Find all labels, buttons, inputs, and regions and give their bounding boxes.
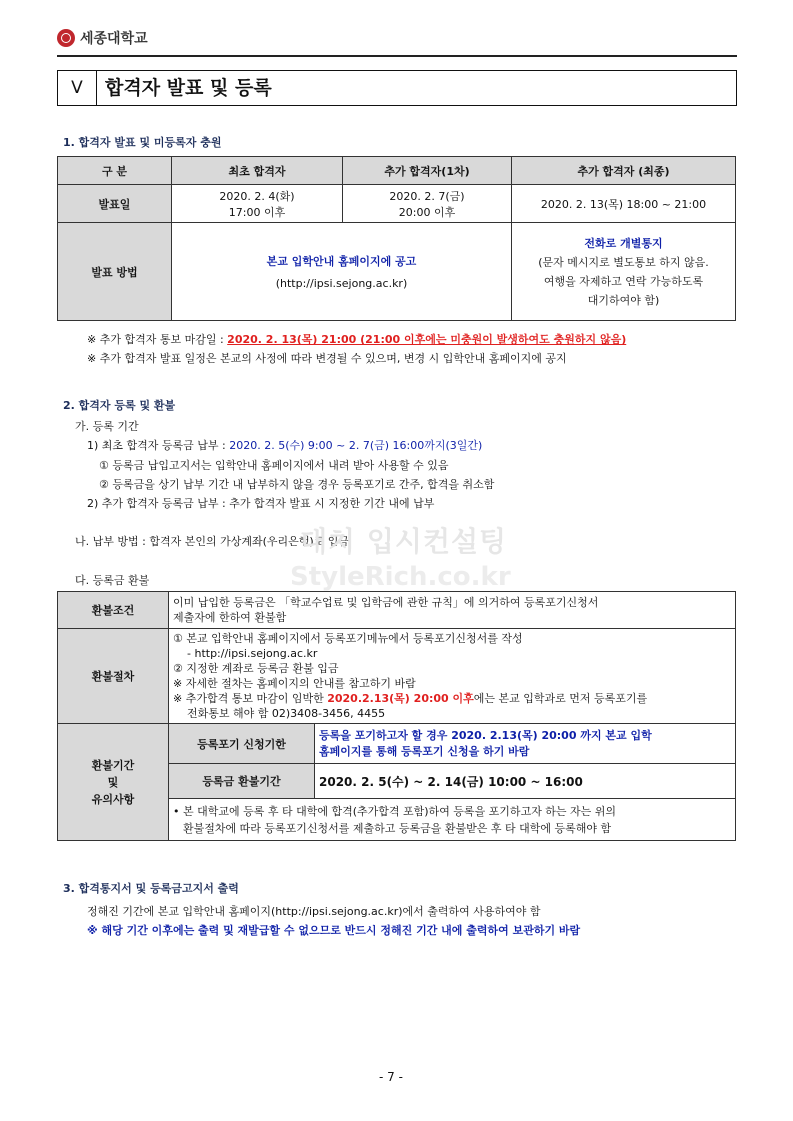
university-logo: [57, 28, 148, 48]
deadline-prefix: ※ 추가합격 통보 마감이 임박한: [173, 692, 328, 705]
s2-line3: ② 등록금을 상기 납부 기간 내 납부하지 않을 경우 등록포기로 간주, 합격을 취소함: [99, 478, 495, 491]
announcement-table: [57, 156, 736, 321]
refund-note-cell: [169, 799, 736, 841]
homepage-notice-cell: [172, 223, 512, 321]
phone-notice-line: 대기하여야 함): [587, 293, 660, 307]
s2-da: 다. 등록금 환불: [75, 574, 150, 587]
line1-period: 2020. 2. 5(수) 9:00 ~ 2. 7(금) 16:00까지(3일간): [229, 439, 483, 452]
phone-notice-cell: [512, 223, 736, 321]
s2-line1: [87, 437, 482, 453]
s3-line1: 정해진 기간에 본교 입학안내 홈페이지(http://ipsi.sejong.ac.kr)에서 출력하여 사용하여야 함: [87, 905, 541, 918]
s2-ga: 가. 등록 기간: [75, 420, 139, 433]
withdraw-deadline-label: 등록포기 신청기한: [169, 724, 315, 764]
phone-notice-line: 여행을 자제하고 연락 가능하도록: [543, 274, 704, 288]
refund-period-sublabel: 등록금 환불기간: [169, 764, 315, 799]
note-deadline-red: 2020. 2. 13(목) 21:00 (21:00 이후에는 미충원이 발생하여도 충원하지 않음): [227, 333, 627, 346]
s1-note-schedule: ※ 추가 합격자 발표 일정은 본교의 사정에 따라 변경될 수 있으며, 변경 시 입학안내 홈페이지에 공지: [87, 352, 567, 365]
procedure-deadline-line: [173, 691, 731, 706]
period-label-a: 환불기간: [91, 758, 135, 772]
deadline-red: 2020.2.13(목) 20:00 이후: [327, 692, 474, 705]
row-date-label: 발표일: [58, 185, 172, 223]
watermark-line1: 대치 입시컨설팅: [300, 525, 508, 558]
refund-note-line: • 본 대학교에 등록 후 타 대학에 합격(추가합격 포함)하여 등록을 포기하고자 하는 자는 위의: [173, 804, 617, 818]
header-rule: [57, 55, 737, 57]
withdraw-deadline-line: 등록을 포기하고자 할 경우 2020. 2.13(목) 20:00 까지 본교 입학: [319, 728, 652, 742]
th-additional-final: 추가 합격자 (최종): [512, 157, 736, 185]
university-seal-icon: [57, 29, 75, 47]
phone-notice-line: (문자 메시지로 별도통보 하지 않음.: [538, 255, 709, 269]
phone-notice-title: 전화로 개별통지: [584, 236, 663, 250]
withdraw-deadline-cell: [315, 724, 736, 764]
add1-date-cell: [343, 185, 512, 223]
s2-line4: 2) 추가 합격자 등록금 납부 : 추가 합격자 발표 시 지정한 기간 내에 납부: [87, 497, 435, 510]
period-label-c: 유의사항: [91, 792, 135, 806]
deadline-suffix: 에는 본교 입학과로 먼저 등록포기를: [473, 692, 648, 705]
refund-condition-line: 제출자에 한하여 환불함: [173, 611, 287, 624]
refund-condition-line: 이미 납입한 등록금은 「학교수업료 및 입학금에 관한 규칙」에 의거하여 등록포기신청서: [173, 596, 599, 609]
refund-condition-cell: [169, 592, 736, 629]
s2-na: 나. 납부 방법 : 합격자 본인의 가상계좌(우리은행)로 입금: [75, 535, 350, 548]
first-date-cell: [172, 185, 343, 223]
section-number: Ⅴ: [58, 71, 97, 105]
refund-condition-label: 환불조건: [58, 592, 169, 629]
refund-period-value: 2020. 2. 5(수) ~ 2. 14(금) 10:00 ~ 16:00: [315, 764, 736, 799]
refund-period-label: [58, 724, 169, 841]
row-method-label: 발표 방법: [58, 223, 172, 321]
section-title: 합격자 발표 및 등록: [105, 77, 272, 99]
homepage-notice: 본교 입학안내 홈페이지에 공고: [266, 255, 417, 268]
watermark-line2: StyleRich.co.kr: [290, 562, 511, 592]
refund-table: [57, 591, 736, 841]
th-first: 최초 합격자: [172, 157, 343, 185]
s2-line2: ① 등록금 납입고지서는 입학안내 홈페이지에서 내려 받아 사용할 수 있음: [99, 459, 449, 472]
note-prefix: ※ 추가 합격자 통보 마감일 :: [87, 333, 228, 346]
s1-heading: 1. 합격자 발표 및 미등록자 충원: [63, 136, 222, 149]
refund-note-line: 환불절차에 따라 등록포기신청서를 제출하고 등록금을 환불받은 후 타 대학에 등록해야 함: [183, 821, 612, 835]
procedure-line: ① 본교 입학안내 홈페이지에서 등록포기메뉴에서 등록포기신청서를 작성: [173, 632, 523, 645]
add1-date: 2020. 2. 7(금): [389, 189, 465, 203]
page-number: - 7 -: [379, 1070, 403, 1084]
procedure-phone: 전화통보 해야 함 02)3408-3456, 4455: [187, 707, 386, 720]
line1-prefix: 1) 최초 합격자 등록금 납부 :: [87, 439, 230, 452]
final-date: 2020. 2. 13(목) 18:00 ~ 21:00: [512, 185, 736, 223]
refund-procedure-label: 환불절차: [58, 629, 169, 724]
withdraw-deadline-line: 홈페이지를 통해 등록포기 신청을 하기 바람: [319, 744, 530, 758]
first-time: 17:00 이후: [228, 205, 286, 219]
th-category: 구 분: [58, 157, 172, 185]
refund-procedure-cell: [169, 629, 736, 724]
s2-heading: 2. 합격자 등록 및 환불: [63, 399, 176, 412]
section-title-box: [57, 70, 737, 106]
add1-time: 20:00 이후: [398, 205, 456, 219]
s3-heading: 3. 합격통지서 및 등록금고지서 출력: [63, 882, 239, 895]
university-name: 세종대학교: [80, 31, 148, 47]
procedure-line: ② 지정한 계좌로 등록금 환불 입금: [173, 662, 339, 675]
s1-note-deadline: [87, 331, 626, 347]
period-label-b: 및: [107, 775, 119, 789]
homepage-url: (http://ipsi.sejong.ac.kr): [275, 277, 408, 290]
first-date: 2020. 2. 4(화): [219, 189, 295, 203]
procedure-line: ※ 자세한 절차는 홈페이지의 안내를 참고하기 바람: [173, 677, 416, 690]
th-additional-1: 추가 합격자(1차): [343, 157, 512, 185]
s3-line2: ※ 해당 기간 이후에는 출력 및 재발급할 수 없으므로 반드시 정해진 기간 내에 출력하여 보관하기 바람: [87, 924, 581, 937]
procedure-url: - http://ipsi.sejong.ac.kr: [187, 647, 318, 660]
